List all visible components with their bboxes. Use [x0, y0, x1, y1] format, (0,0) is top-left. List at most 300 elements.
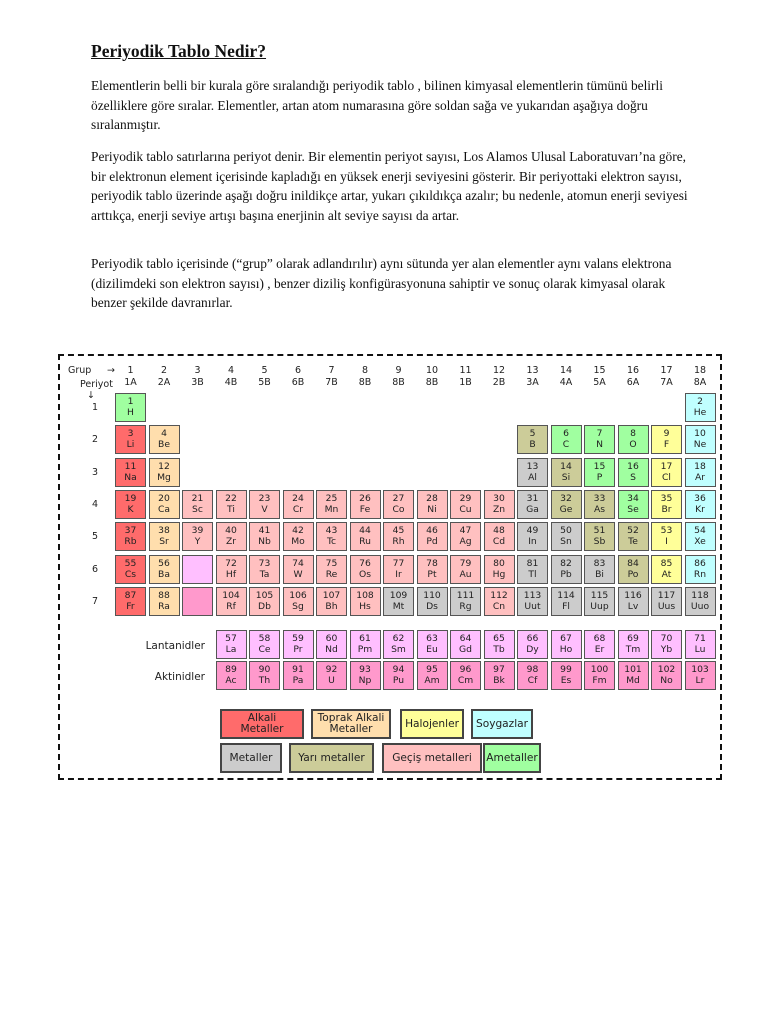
lanthanide-cell [350, 630, 381, 659]
element-symbol: Ta [259, 568, 270, 580]
element-symbol: Eu [426, 644, 438, 655]
element-symbol: Nb [258, 536, 271, 548]
element-symbol: K [127, 503, 134, 515]
element-cell [115, 522, 146, 551]
element-number: 16 [627, 460, 639, 472]
element-symbol: Hs [359, 600, 371, 612]
element-symbol: Mt [392, 600, 405, 612]
actinide-cell [316, 661, 347, 690]
element-symbol: Cf [527, 675, 538, 686]
element-cell [517, 587, 548, 616]
lanthanide-cell [685, 630, 716, 659]
actinide-cell [216, 661, 247, 690]
element-symbol: Ho [559, 644, 573, 655]
group-number-label: 14 [559, 365, 573, 376]
element-cell [685, 425, 716, 454]
element-cell [450, 555, 481, 584]
element-number: 11 [124, 460, 137, 472]
element-cell [517, 458, 548, 487]
element-cell [618, 555, 649, 584]
element-number: 79 [459, 557, 472, 569]
element-symbol: Db [258, 600, 271, 612]
element-cell [685, 587, 716, 616]
element-symbol: Cm [457, 675, 474, 686]
element-symbol: H [127, 407, 134, 418]
group-number-label: 1 [127, 365, 134, 376]
element-cell [618, 522, 649, 551]
element-number: 33 [593, 492, 606, 504]
element-symbol: Uus [657, 600, 676, 612]
group-series-label: 7B [325, 377, 338, 388]
element-symbol: Pt [427, 568, 437, 580]
element-cell [216, 587, 247, 616]
element-cell [316, 555, 347, 584]
element-number: 65 [493, 633, 505, 644]
element-number: 12 [158, 460, 170, 472]
element-cell [551, 425, 582, 454]
element-cell [584, 490, 615, 519]
element-symbol: Pm [357, 644, 373, 655]
element-number: 3 [127, 428, 134, 440]
element-cell [551, 587, 582, 616]
lanthanide-cell [383, 630, 414, 659]
element-cell [182, 490, 213, 519]
element-number: 72 [225, 557, 237, 569]
element-cell [249, 490, 280, 519]
element-number: 81 [526, 557, 539, 569]
element-cell [651, 522, 682, 551]
element-symbol: S [630, 471, 636, 483]
element-number: 102 [657, 664, 676, 675]
element-number: 43 [325, 525, 338, 537]
element-number: 86 [694, 557, 706, 569]
element-cell [316, 522, 347, 551]
element-number: 50 [560, 525, 572, 537]
element-symbol: Lr [695, 675, 705, 686]
element-symbol: C [562, 439, 570, 451]
element-symbol: Pu [392, 675, 405, 686]
period-label: 4 [91, 498, 99, 510]
element-cell [584, 458, 615, 487]
element-cell [517, 425, 548, 454]
element-symbol: Ra [158, 600, 170, 612]
element-number: 68 [593, 633, 606, 644]
element-number: 95 [426, 664, 438, 675]
element-number: 117 [657, 589, 676, 601]
element-cell [584, 587, 615, 616]
element-symbol: Sc [192, 503, 203, 515]
element-cell [651, 555, 682, 584]
element-cell [484, 555, 515, 584]
lanthanide-cell [216, 630, 247, 659]
element-cell [350, 587, 381, 616]
element-number: 17 [660, 460, 673, 472]
element-number: 36 [694, 492, 706, 504]
element-symbol: Bi [595, 568, 604, 580]
element-symbol: Md [626, 675, 640, 686]
actinide-cell [584, 661, 615, 690]
element-cell [115, 458, 146, 487]
element-cell [450, 490, 481, 519]
legend-halogen: Halojenler [400, 709, 464, 739]
group-series-label: 1A [124, 377, 137, 388]
element-cell [618, 587, 649, 616]
element-number: 14 [560, 460, 572, 472]
element-number: 73 [258, 557, 271, 569]
element-number: 45 [392, 525, 405, 537]
element-symbol: Po [627, 568, 639, 580]
legend-nonmetal: Ametaller [483, 743, 541, 773]
element-symbol: Ga [526, 503, 539, 515]
element-cell [149, 587, 180, 616]
element-cell [115, 425, 146, 454]
group-series-label: 6B [291, 377, 305, 388]
element-cell [283, 587, 314, 616]
element-symbol: Ds [426, 600, 438, 612]
element-symbol: Tm [625, 644, 641, 655]
element-symbol: Ce [258, 644, 271, 655]
element-number: 61 [359, 633, 371, 644]
paragraph-3: Periyodik tablo içerisinde (“grup” olarak adlandırılır) aynı sütunda yer alan elementler aynı valans elektrona (dizilimdeki son elektron sayısı) , benzer diziliş konfigürasyonuna sahiptir ve sonuç olarak kimyasal olarak benzer şekilde davranırlar. [91, 256, 672, 310]
actinide-cell [517, 661, 548, 690]
actinide-cell [651, 661, 682, 690]
element-cell [685, 522, 716, 551]
element-number: 76 [359, 557, 371, 569]
element-number: 15 [593, 460, 606, 472]
element-symbol: Ar [694, 471, 706, 483]
actinide-cell [283, 661, 314, 690]
element-number: 2 [697, 396, 703, 407]
element-number: 87 [124, 589, 137, 601]
placeholder-cell [182, 555, 213, 584]
element-symbol: Hf [225, 568, 237, 580]
element-number: 91 [292, 664, 304, 675]
element-symbol: Ge [559, 503, 573, 515]
element-number: 5 [529, 428, 536, 440]
element-number: 101 [624, 664, 642, 675]
element-symbol: Co [392, 503, 405, 515]
group-series-label: 7A [660, 377, 673, 388]
element-symbol: V [261, 503, 268, 515]
element-cell [685, 490, 716, 519]
group-number-label: 10 [425, 365, 439, 376]
lanthanide-cell [517, 630, 548, 659]
element-cell [350, 555, 381, 584]
element-number: 41 [258, 525, 271, 537]
group-number-label: 16 [626, 365, 640, 376]
element-cell [115, 490, 146, 519]
grup-label: Grup [68, 365, 92, 376]
element-cell [115, 555, 146, 584]
element-symbol: Fl [562, 600, 570, 612]
element-number: 90 [258, 664, 271, 675]
element-number: 58 [258, 633, 271, 644]
element-number: 18 [694, 460, 706, 472]
element-number: 67 [560, 633, 572, 644]
element-cell [484, 490, 515, 519]
element-cell [149, 555, 180, 584]
element-number: 51 [593, 525, 606, 537]
element-symbol: Re [325, 568, 338, 580]
element-number: 29 [459, 492, 472, 504]
element-symbol: Xe [694, 536, 706, 548]
element-cell [149, 522, 180, 551]
periyot-label: Periyot [80, 379, 113, 390]
element-cell [182, 522, 213, 551]
element-cell [584, 555, 615, 584]
element-cell [283, 555, 314, 584]
element-number: 34 [627, 492, 639, 504]
element-cell [383, 587, 414, 616]
element-number: 49 [526, 525, 539, 537]
element-symbol: Tl [528, 568, 537, 580]
element-cell [551, 555, 582, 584]
element-number: 1 [127, 396, 134, 407]
periodic-table [60, 356, 720, 778]
element-number: 38 [158, 525, 170, 537]
element-cell [651, 458, 682, 487]
actinide-cell [685, 661, 716, 690]
element-number: 42 [292, 525, 304, 537]
group-series-label: 8B [358, 377, 372, 388]
element-number: 48 [493, 525, 505, 537]
element-cell [383, 490, 414, 519]
period-label: 1 [91, 402, 99, 413]
legend-metalloid: Yarı metaller [289, 743, 374, 773]
element-symbol: Lu [694, 644, 706, 655]
element-number: 98 [526, 664, 539, 675]
legend-transition: Geçiş metalleri [382, 743, 482, 773]
element-number: 74 [292, 557, 304, 569]
element-number: 85 [660, 557, 673, 569]
element-symbol: Th [258, 675, 271, 686]
element-number: 28 [426, 492, 438, 504]
element-number: 100 [590, 664, 609, 675]
group-number-label: 13 [526, 365, 539, 376]
period-label: 5 [91, 531, 99, 543]
element-cell [216, 490, 247, 519]
element-symbol: Ni [427, 503, 437, 515]
element-cell [249, 587, 280, 616]
lanthanide-cell [584, 630, 615, 659]
group-number-label: 17 [660, 365, 673, 376]
element-number: 108 [356, 589, 374, 601]
element-number: 57 [225, 633, 237, 644]
element-cell [685, 458, 716, 487]
element-cell [316, 490, 347, 519]
group-series-label: 6A [626, 377, 640, 388]
element-symbol: Pr [293, 644, 303, 655]
group-number-label: 5 [261, 365, 268, 376]
element-number: 32 [560, 492, 572, 504]
element-symbol: Pb [560, 568, 572, 580]
element-number: 83 [593, 557, 606, 569]
element-cell [417, 490, 448, 519]
periyot-arrow: ↓ [87, 390, 95, 401]
element-cell [417, 522, 448, 551]
element-symbol: Pd [426, 536, 438, 548]
element-number: 20 [158, 492, 170, 504]
element-number: 114 [557, 589, 575, 601]
lanthanide-cell [417, 630, 448, 659]
element-cell [517, 490, 548, 519]
element-symbol: Es [560, 675, 572, 686]
element-symbol: Ne [693, 439, 707, 451]
actinide-cell [383, 661, 414, 690]
element-number: 111 [456, 589, 475, 601]
element-number: 24 [292, 492, 304, 504]
element-number: 97 [493, 664, 505, 675]
actinide-cell [618, 661, 649, 690]
element-number: 113 [523, 589, 542, 601]
element-number: 31 [526, 492, 539, 504]
element-symbol: Hg [492, 568, 506, 580]
element-symbol: In [528, 536, 537, 548]
element-symbol: Ca [157, 503, 171, 515]
element-number: 69 [627, 633, 639, 644]
element-cell [484, 522, 515, 551]
element-number: 53 [660, 525, 673, 537]
element-symbol: Se [627, 503, 639, 515]
paragraph-2: Periyodik tablo satırlarına periyot denir. Bir elementin periyot sayısı, Los Alamos Ulusal Laboratuvarı’na göre, bir elektronun element içerisinde kapladığı en yüksek enerji seviyesini gösterir. Bir periyottaki elektron sayısı, periyodik tablo üzerinde aşağı doğru inildikçe artar, yukarı çıkıldıkça azalır; bu nedenle, atomun enerji seviyesi arttıkça, enerji seviye artışı başına enerjinin alt seviye sayısı da artar. [91, 149, 688, 223]
element-symbol: Er [594, 644, 605, 655]
element-number: 75 [325, 557, 338, 569]
element-symbol: Be [158, 439, 170, 451]
element-number: 55 [124, 557, 137, 569]
element-cell [149, 458, 180, 487]
element-number: 37 [124, 525, 137, 537]
actinide-cell [450, 661, 481, 690]
group-number-label: 2 [160, 365, 168, 376]
element-number: 40 [225, 525, 237, 537]
group-series-label: 5A [593, 377, 606, 388]
element-number: 54 [694, 525, 706, 537]
element-number: 78 [426, 557, 438, 569]
element-symbol: I [665, 536, 668, 548]
element-number: 62 [392, 633, 405, 644]
element-symbol: He [693, 407, 707, 418]
group-series-label: 3A [526, 377, 539, 388]
element-number: 80 [493, 557, 505, 569]
element-symbol: Cs [124, 568, 137, 580]
lanthanide-cell [316, 630, 347, 659]
element-symbol: Fe [359, 503, 371, 515]
periodic-table-figure [58, 354, 722, 780]
element-number: 116 [624, 589, 642, 601]
element-number: 25 [325, 492, 338, 504]
period-label: 7 [91, 595, 99, 607]
group-number-label: 7 [328, 365, 335, 376]
element-symbol: Sg [292, 600, 304, 612]
element-cell [618, 458, 649, 487]
element-symbol: Kr [695, 503, 705, 515]
lanthanides-label: Lantanidler [145, 640, 205, 652]
element-number: 77 [392, 557, 405, 569]
element-symbol: Ru [359, 536, 371, 548]
element-cell [685, 555, 716, 584]
element-symbol: Bk [493, 675, 505, 686]
element-symbol: Cu [459, 503, 472, 515]
element-symbol: Uuo [690, 600, 710, 612]
element-symbol: At [661, 568, 672, 580]
element-cell [618, 490, 649, 519]
period-label: 6 [91, 563, 99, 575]
element-symbol: Dy [526, 644, 539, 655]
element-symbol: Sr [159, 536, 169, 548]
element-symbol: Na [124, 471, 137, 483]
element-number: 19 [124, 492, 137, 504]
lanthanide-cell [450, 630, 481, 659]
element-symbol: Sm [391, 644, 406, 655]
element-number: 27 [392, 492, 405, 504]
element-symbol: Y [194, 536, 201, 548]
element-cell [551, 458, 582, 487]
element-number: 96 [459, 664, 472, 675]
lanthanide-cell [283, 630, 314, 659]
element-number: 84 [627, 557, 639, 569]
element-symbol: Rh [392, 536, 405, 548]
actinide-cell [551, 661, 582, 690]
group-series-label: 8B [392, 377, 405, 388]
element-number: 7 [596, 428, 603, 440]
element-cell [283, 490, 314, 519]
element-symbol: Os [358, 568, 372, 580]
element-symbol: Lv [627, 600, 639, 612]
element-cell [417, 555, 448, 584]
element-number: 71 [694, 633, 706, 644]
group-series-label: 1B [459, 377, 472, 388]
element-symbol: U [328, 675, 335, 686]
element-number: 60 [325, 633, 338, 644]
element-cell [316, 587, 347, 616]
element-number: 47 [459, 525, 472, 537]
element-number: 106 [289, 589, 307, 601]
group-series-label: 4B [224, 377, 238, 388]
element-symbol: Au [459, 568, 472, 580]
element-number: 35 [660, 492, 673, 504]
group-number-label: 4 [227, 365, 235, 376]
group-number-label: 9 [395, 365, 402, 376]
element-number: 4 [161, 428, 167, 440]
element-cell [383, 522, 414, 551]
element-symbol: Sb [593, 536, 606, 548]
element-number: 46 [426, 525, 438, 537]
group-series-label: 3B [191, 377, 204, 388]
element-cell [383, 555, 414, 584]
element-symbol: Mo [291, 536, 305, 548]
element-cell [685, 393, 716, 422]
document-title: Periyodik Tablo Nedir? [91, 41, 267, 61]
element-number: 64 [459, 633, 472, 644]
element-symbol: Cd [492, 536, 506, 548]
element-cell [350, 522, 381, 551]
element-symbol: Cr [292, 503, 304, 515]
element-symbol: Zr [225, 536, 237, 548]
element-number: 109 [389, 589, 408, 601]
element-cell [517, 555, 548, 584]
element-number: 13 [526, 460, 539, 472]
element-symbol: Tc [326, 536, 337, 548]
element-symbol: P [596, 471, 603, 483]
element-cell [216, 555, 247, 584]
period-label: 3 [91, 466, 99, 478]
element-number: 39 [191, 525, 204, 537]
element-symbol: Np [358, 675, 372, 686]
element-number: 66 [526, 633, 539, 644]
element-number: 63 [426, 633, 438, 644]
element-symbol: Rn [693, 568, 707, 580]
lanthanide-cell [249, 630, 280, 659]
